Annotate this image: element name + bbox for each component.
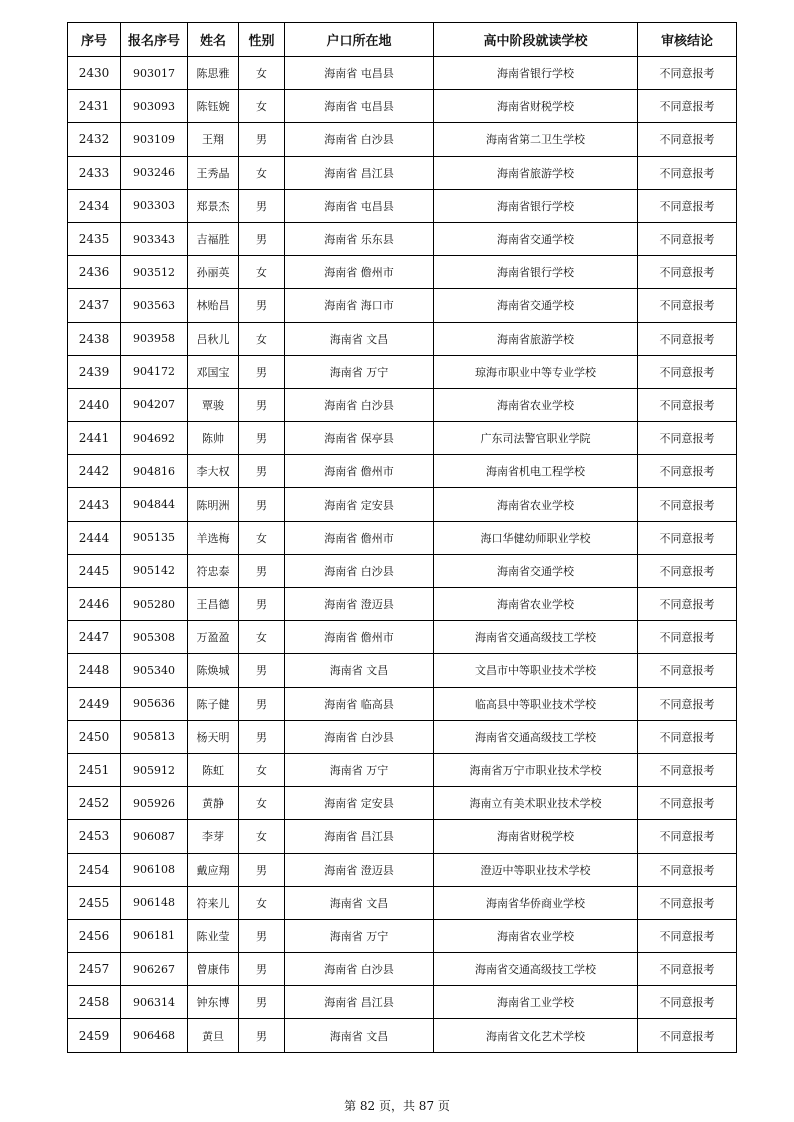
cell-household: 海南省 海口市 [285,289,434,322]
cell-conclusion: 不同意报考 [638,422,737,455]
cell-conclusion: 不同意报考 [638,289,737,322]
table-row [68,189,737,222]
cell-household: 海南省 儋州市 [285,455,434,488]
cell-seq: 2447 [68,621,121,654]
cell-name: 陈业莹 [188,919,239,952]
cell-household: 海南省 乐东县 [285,222,434,255]
cell-gender: 女 [239,753,285,786]
cell-conclusion: 不同意报考 [638,853,737,886]
cell-name: 曾康伟 [188,953,239,986]
cell-school: 海南省农业学校 [434,388,638,421]
cell-seq: 2450 [68,720,121,753]
cell-gender: 男 [239,123,285,156]
table-row [68,720,737,753]
cell-gender: 男 [239,919,285,952]
table-row [68,687,737,720]
cell-seq: 2455 [68,886,121,919]
cell-gender: 女 [239,156,285,189]
cell-household: 海南省 临高县 [285,687,434,720]
cell-name: 陈思雅 [188,57,239,90]
cell-household: 海南省 白沙县 [285,953,434,986]
table-row [68,355,737,388]
cell-seq: 2445 [68,554,121,587]
cell-school: 广东司法警官职业学院 [434,422,638,455]
cell-reg-no: 905135 [121,521,188,554]
cell-seq: 2454 [68,853,121,886]
cell-name: 陈虹 [188,753,239,786]
cell-conclusion: 不同意报考 [638,820,737,853]
review-table [67,22,737,1053]
cell-name: 陈明洲 [188,488,239,521]
cell-household: 海南省 儋州市 [285,256,434,289]
cell-gender: 男 [239,953,285,986]
cell-name: 万盈盈 [188,621,239,654]
cell-reg-no: 904172 [121,355,188,388]
cell-gender: 男 [239,455,285,488]
table-row [68,853,737,886]
cell-gender: 男 [239,1019,285,1052]
cell-school: 海南省交通学校 [434,554,638,587]
cell-name: 覃骏 [188,388,239,421]
cell-name: 吉福胜 [188,222,239,255]
cell-conclusion: 不同意报考 [638,355,737,388]
header-seq: 序号 [68,23,121,57]
cell-reg-no: 906148 [121,886,188,919]
cell-seq: 2431 [68,90,121,123]
cell-reg-no: 903343 [121,222,188,255]
cell-seq: 2453 [68,820,121,853]
cell-conclusion: 不同意报考 [638,521,737,554]
cell-name: 王昌德 [188,588,239,621]
cell-household: 海南省 定安县 [285,787,434,820]
table-row [68,986,737,1019]
cell-reg-no: 905813 [121,720,188,753]
cell-household: 海南省 白沙县 [285,554,434,587]
cell-seq: 2443 [68,488,121,521]
cell-gender: 男 [239,189,285,222]
cell-gender: 女 [239,787,285,820]
cell-conclusion: 不同意报考 [638,621,737,654]
cell-name: 黄旦 [188,1019,239,1052]
cell-name: 王秀晶 [188,156,239,189]
cell-household: 海南省 澄迈县 [285,853,434,886]
cell-household: 海南省 万宁 [285,919,434,952]
cell-name: 邓国宝 [188,355,239,388]
table-row [68,521,737,554]
cell-conclusion: 不同意报考 [638,554,737,587]
cell-household: 海南省 昌江县 [285,820,434,853]
cell-school: 海南省交通高级技工学校 [434,720,638,753]
cell-school: 海南省旅游学校 [434,156,638,189]
cell-reg-no: 905340 [121,654,188,687]
cell-name: 符忠泰 [188,554,239,587]
cell-household: 海南省 儋州市 [285,621,434,654]
cell-reg-no: 904816 [121,455,188,488]
cell-gender: 男 [239,388,285,421]
cell-reg-no: 905926 [121,787,188,820]
cell-reg-no: 906314 [121,986,188,1019]
cell-name: 孙丽英 [188,256,239,289]
cell-gender: 男 [239,355,285,388]
cell-seq: 2444 [68,521,121,554]
cell-school: 海口华健幼师职业学校 [434,521,638,554]
cell-name: 陈子健 [188,687,239,720]
cell-school: 海南省银行学校 [434,256,638,289]
cell-school: 海南省银行学校 [434,189,638,222]
cell-seq: 2434 [68,189,121,222]
cell-conclusion: 不同意报考 [638,986,737,1019]
cell-household: 海南省 昌江县 [285,156,434,189]
cell-school: 海南省机电工程学校 [434,455,638,488]
cell-seq: 2448 [68,654,121,687]
cell-household: 海南省 白沙县 [285,720,434,753]
cell-reg-no: 903093 [121,90,188,123]
cell-school: 海南省交通高级技工学校 [434,953,638,986]
cell-household: 海南省 儋州市 [285,521,434,554]
table-row [68,322,737,355]
cell-household: 海南省 文昌 [285,886,434,919]
cell-name: 李芽 [188,820,239,853]
cell-school: 琼海市职业中等专业学校 [434,355,638,388]
cell-name: 戴应翔 [188,853,239,886]
cell-school: 海南省旅游学校 [434,322,638,355]
cell-school: 海南省财税学校 [434,90,638,123]
cell-seq: 2449 [68,687,121,720]
cell-school: 海南省农业学校 [434,488,638,521]
cell-gender: 男 [239,554,285,587]
cell-reg-no: 903958 [121,322,188,355]
cell-name: 林贻昌 [188,289,239,322]
table-row [68,654,737,687]
cell-gender: 男 [239,422,285,455]
cell-seq: 2433 [68,156,121,189]
table-row [68,787,737,820]
cell-conclusion: 不同意报考 [638,687,737,720]
cell-gender: 女 [239,621,285,654]
header-gender: 性别 [239,23,285,57]
cell-name: 李大权 [188,455,239,488]
cell-household: 海南省 文昌 [285,1019,434,1052]
cell-household: 海南省 屯昌县 [285,57,434,90]
cell-name: 符来儿 [188,886,239,919]
table-row [68,820,737,853]
cell-gender: 男 [239,488,285,521]
header-conclusion: 审核结论 [638,23,737,57]
table-row [68,554,737,587]
cell-conclusion: 不同意报考 [638,654,737,687]
cell-reg-no: 906108 [121,853,188,886]
cell-reg-no: 905636 [121,687,188,720]
table-header-row [68,23,737,57]
page-footer: 第 82 页，共 87 页 [344,1099,450,1113]
cell-seq: 2452 [68,787,121,820]
cell-household: 海南省 澄迈县 [285,588,434,621]
table-row [68,222,737,255]
cell-reg-no: 903246 [121,156,188,189]
cell-reg-no: 904692 [121,422,188,455]
cell-household: 海南省 万宁 [285,355,434,388]
cell-name: 黄静 [188,787,239,820]
cell-school: 海南省银行学校 [434,57,638,90]
cell-school: 文昌市中等职业技术学校 [434,654,638,687]
cell-reg-no: 903303 [121,189,188,222]
cell-reg-no: 906181 [121,919,188,952]
cell-conclusion: 不同意报考 [638,919,737,952]
cell-seq: 2458 [68,986,121,1019]
cell-school: 海南省交通高级技工学校 [434,621,638,654]
cell-conclusion: 不同意报考 [638,953,737,986]
cell-conclusion: 不同意报考 [638,455,737,488]
cell-name: 吕秋儿 [188,322,239,355]
header-household: 户口所在地 [285,23,434,57]
table-row [68,123,737,156]
cell-reg-no: 904844 [121,488,188,521]
cell-reg-no: 906267 [121,953,188,986]
cell-household: 海南省 万宁 [285,753,434,786]
cell-seq: 2432 [68,123,121,156]
cell-gender: 女 [239,521,285,554]
cell-seq: 2438 [68,322,121,355]
cell-gender: 男 [239,687,285,720]
cell-conclusion: 不同意报考 [638,488,737,521]
cell-reg-no: 903563 [121,289,188,322]
cell-name: 杨天明 [188,720,239,753]
cell-gender: 男 [239,986,285,1019]
cell-seq: 2456 [68,919,121,952]
cell-conclusion: 不同意报考 [638,123,737,156]
cell-school: 临高县中等职业技术学校 [434,687,638,720]
cell-gender: 女 [239,57,285,90]
cell-gender: 男 [239,289,285,322]
cell-name: 陈帅 [188,422,239,455]
table-row [68,90,737,123]
cell-conclusion: 不同意报考 [638,720,737,753]
cell-conclusion: 不同意报考 [638,388,737,421]
cell-reg-no: 903017 [121,57,188,90]
cell-conclusion: 不同意报考 [638,90,737,123]
cell-household: 海南省 昌江县 [285,986,434,1019]
table-row [68,886,737,919]
cell-gender: 女 [239,256,285,289]
cell-name: 王翔 [188,123,239,156]
cell-conclusion: 不同意报考 [638,588,737,621]
table-row [68,455,737,488]
cell-name: 陈钰婉 [188,90,239,123]
cell-household: 海南省 屯昌县 [285,189,434,222]
cell-gender: 男 [239,853,285,886]
cell-school: 海南省财税学校 [434,820,638,853]
cell-gender: 女 [239,90,285,123]
table-row [68,621,737,654]
cell-household: 海南省 保亭县 [285,422,434,455]
cell-household: 海南省 文昌 [285,322,434,355]
table-row [68,256,737,289]
cell-seq: 2437 [68,289,121,322]
cell-school: 海南省工业学校 [434,986,638,1019]
cell-gender: 男 [239,222,285,255]
table-row [68,753,737,786]
cell-conclusion: 不同意报考 [638,1019,737,1052]
cell-household: 海南省 白沙县 [285,123,434,156]
cell-household: 海南省 屯昌县 [285,90,434,123]
cell-gender: 女 [239,322,285,355]
cell-reg-no: 905912 [121,753,188,786]
cell-conclusion: 不同意报考 [638,222,737,255]
cell-household: 海南省 定安县 [285,488,434,521]
cell-seq: 2441 [68,422,121,455]
cell-gender: 男 [239,720,285,753]
table-row [68,919,737,952]
cell-gender: 男 [239,654,285,687]
table-row [68,1019,737,1052]
cell-school: 海南省第二卫生学校 [434,123,638,156]
cell-school: 海南省农业学校 [434,919,638,952]
cell-seq: 2457 [68,953,121,986]
cell-gender: 女 [239,820,285,853]
cell-reg-no: 903512 [121,256,188,289]
cell-reg-no: 905308 [121,621,188,654]
header-name: 姓名 [188,23,239,57]
cell-reg-no: 905142 [121,554,188,587]
table-row [68,289,737,322]
cell-gender: 女 [239,886,285,919]
cell-conclusion: 不同意报考 [638,787,737,820]
cell-seq: 2442 [68,455,121,488]
cell-conclusion: 不同意报考 [638,256,737,289]
cell-conclusion: 不同意报考 [638,57,737,90]
cell-school: 海南立有美术职业技术学校 [434,787,638,820]
cell-seq: 2440 [68,388,121,421]
table-row [68,953,737,986]
cell-reg-no: 906468 [121,1019,188,1052]
cell-seq: 2439 [68,355,121,388]
cell-reg-no: 903109 [121,123,188,156]
cell-name: 郑景杰 [188,189,239,222]
table-row [68,388,737,421]
cell-school: 海南省万宁市职业技术学校 [434,753,638,786]
cell-school: 海南省农业学校 [434,588,638,621]
cell-seq: 2451 [68,753,121,786]
cell-conclusion: 不同意报考 [638,322,737,355]
cell-gender: 男 [239,588,285,621]
cell-household: 海南省 文昌 [285,654,434,687]
cell-reg-no: 906087 [121,820,188,853]
cell-conclusion: 不同意报考 [638,156,737,189]
cell-household: 海南省 白沙县 [285,388,434,421]
table-row [68,422,737,455]
table-row [68,57,737,90]
cell-seq: 2436 [68,256,121,289]
table-row [68,156,737,189]
cell-conclusion: 不同意报考 [638,886,737,919]
cell-seq: 2459 [68,1019,121,1052]
cell-name: 钟东博 [188,986,239,1019]
table-row [68,488,737,521]
cell-school: 海南省交通学校 [434,222,638,255]
cell-reg-no: 905280 [121,588,188,621]
header-school: 高中阶段就读学校 [434,23,638,57]
cell-school: 海南省华侨商业学校 [434,886,638,919]
cell-conclusion: 不同意报考 [638,753,737,786]
table-row [68,588,737,621]
cell-name: 陈焕城 [188,654,239,687]
cell-seq: 2430 [68,57,121,90]
cell-name: 羊选梅 [188,521,239,554]
cell-school: 海南省交通学校 [434,289,638,322]
cell-conclusion: 不同意报考 [638,189,737,222]
cell-school: 海南省文化艺术学校 [434,1019,638,1052]
table-body [68,57,737,1053]
cell-seq: 2446 [68,588,121,621]
header-reg-no: 报名序号 [121,23,188,57]
cell-seq: 2435 [68,222,121,255]
cell-reg-no: 904207 [121,388,188,421]
cell-school: 澄迈中等职业技术学校 [434,853,638,886]
